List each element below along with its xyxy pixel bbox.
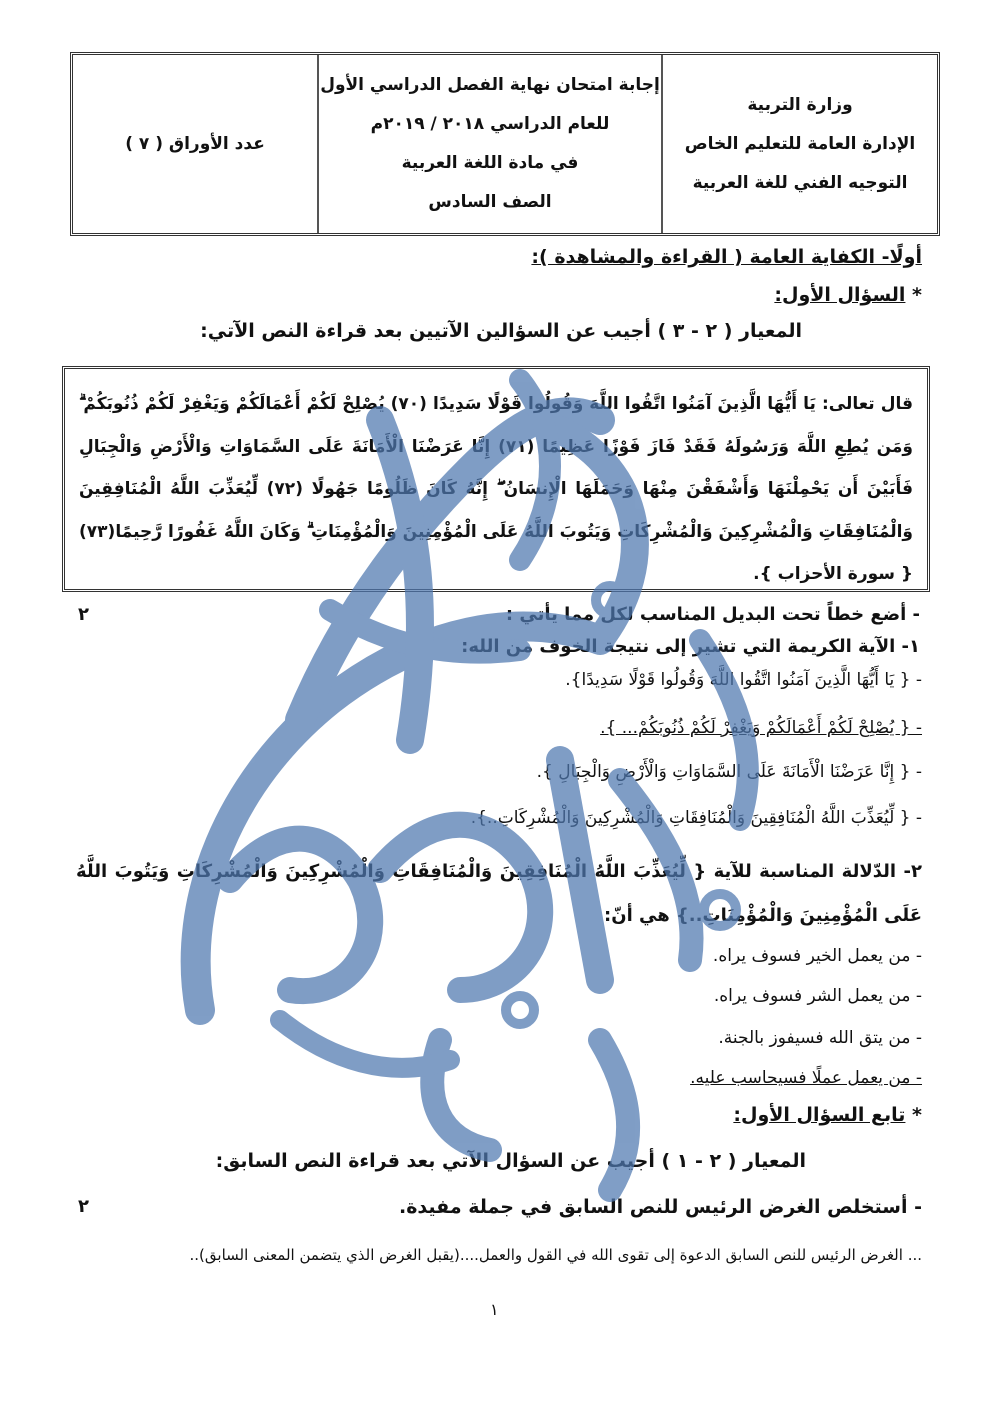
continuation-title: تابع السؤال الأول: [733,1104,906,1126]
ministry-cell [661,55,937,233]
item-1-option-2-correct: - { يُصْلِحْ لَكُمْ أَعْمَالَكُمْ وَيَغْفِرْ لَكُمْ ذُنُوبَكُمْ... }. [600,718,922,738]
task-1: - أضع خطاً تحت البديل المناسب لكل مما يأتي : [505,604,920,625]
continuation-heading [733,1104,922,1126]
item-2-option-2: - من يعمل الشر فسوف يراه. [713,986,922,1006]
item-1-option-3: - { إِنَّا عَرَضْنَا الْأَمَانَةَ عَلَى السَّمَاوَاتِ وَالْأَرْضِ وَالْجِبَالِ }. [536,762,922,782]
item-2-option-1: - من يعمل الخير فسوف يراه. [712,946,922,966]
exam-line-3: في مادة اللغة العربية [401,153,579,173]
watermark-dot [506,996,534,1024]
ministry-line-1: وزارة التربية [747,94,853,115]
watermark-stroke [432,1040,490,1150]
criterion-1: المعيار ( ٢ - ٣ ) أجيب عن السؤالين الآتيين بعد قراءة النص الآتي: [200,320,802,342]
model-answer: ... الغرض الرئيس للنص السابق الدعوة إلى تقوى الله في القول والعمل....(يقبل الغرض الذي يتضمن المعنى السابق).. [189,1246,922,1264]
item-1-option-4: - { لِّيُعَذِّبَ اللَّهُ الْمُنَافِقِينَ وَالْمُنَافِقَاتِ وَالْمُشْرِكِينَ وَالْمُشْرِكَاتِ..}. [470,808,922,828]
exam-line-2: للعام الدراسي ٢٠١٨ / ٢٠١٩م [370,114,610,134]
item-1-option-1: - { يَا أَيُّهَا الَّذِينَ آمَنُوا اتَّقُوا اللَّهَ وَقُولُوا قَوْلًا سَدِيدًا}. [565,670,922,690]
mark-2: ٢ [78,1196,89,1217]
item-2-option-3: - من يتق الله فسيفوز بالجنة. [718,1028,922,1048]
sheets-count: عدد الأوراق ( ٧ ) [125,133,265,154]
criterion-2: المعيار ( ٢ - ١ ) أجيب عن السؤال الآتي بعد قراءة النص السابق: [215,1150,806,1172]
question1-star: * [905,284,922,306]
item-2-question: ٢- الدّلالة المناسبة للآية { لِّيُعَذِّبَ اللَّهُ الْمُنَافِقِينَ وَالْمُنَافِقَاتِ وَالْمُشْرِكِينَ وَالْمُشْرِكَاتِ وَيَتُوبَ اللَّهُ عَلَى الْمُؤْمِنِينَ وَالْمُؤْمِنَاتِ..} هي أنّ: [76,861,922,926]
exam-line-4: الصف السادس [428,192,552,212]
item-1-question: ١- الآية الكريمة التي تشير إلى نتيجة الخوف من الله: [461,636,920,657]
section-title: أولًا- الكفاية العامة ( القراءة والمشاهدة ): [531,246,922,268]
mark-1: ٢ [78,604,89,625]
ministry-line-3: التوجيه الفني للغة العربية [692,172,908,193]
question1-heading [774,284,922,306]
page-number: ١ [490,1300,499,1319]
task-2: - أستخلص الغرض الرئيس للنص السابق في جملة مفيدة. [398,1196,922,1218]
question1-title: السؤال الأول: [774,284,906,306]
continuation-star: * [905,1104,922,1126]
header-table [70,52,940,236]
sheets-cell [73,55,317,233]
item-2-option-4-correct: - من يعمل عملًا فسيحاسب عليه. [690,1068,922,1088]
exam-line-1: إجابة امتحان نهاية الفصل الدراسي الأول [320,75,660,95]
ministry-line-2: الإدارة العامة للتعليم الخاص [684,133,916,154]
watermark-stroke [280,1020,450,1068]
verse-box: قال تعالى: يَا أَيُّهَا الَّذِينَ آمَنُوا اتَّقُوا اللَّهَ وَقُولُوا قَوْلًا سَدِيدًا (٧٠) يُصْلِحْ لَكُمْ أَعْمَالَكُمْ وَيَغْفِرْ لَكُمْ ذُنُوبَكُمْ ۗ وَمَن يُطِعِ اللَّهَ وَرَسُولَهُ فَقَدْ فَازَ فَوْزًا عَظِيمًا (٧١) إِنَّا عَرَضْنَا الْأَمَانَةَ عَلَى السَّمَاوَاتِ وَالْأَرْضِ وَالْجِبَالِ فَأَبَيْنَ أَن يَحْمِلْنَهَا وَأَشْفَقْنَ مِنْهَا وَحَمَلَهَا الْإِنسَانُ ۖ إِنَّهُ كَانَ ظَلُومًا جَهُولًا (٧٢) لِّيُعَذِّبَ اللَّهُ الْمُنَافِقِينَ وَالْمُنَافِقَاتِ وَالْمُشْرِكِينَ وَالْمُشْرِكَاتِ وَيَتُوبَ اللَّهُ عَلَى الْمُؤْمِنِينَ وَالْمُؤْمِنَاتِ ۗ وَكَانَ اللَّهُ غَفُورًا رَّحِيمًا(٧٣) { سورة الأحزاب }. [62,366,930,592]
exam-title-cell [317,55,661,233]
